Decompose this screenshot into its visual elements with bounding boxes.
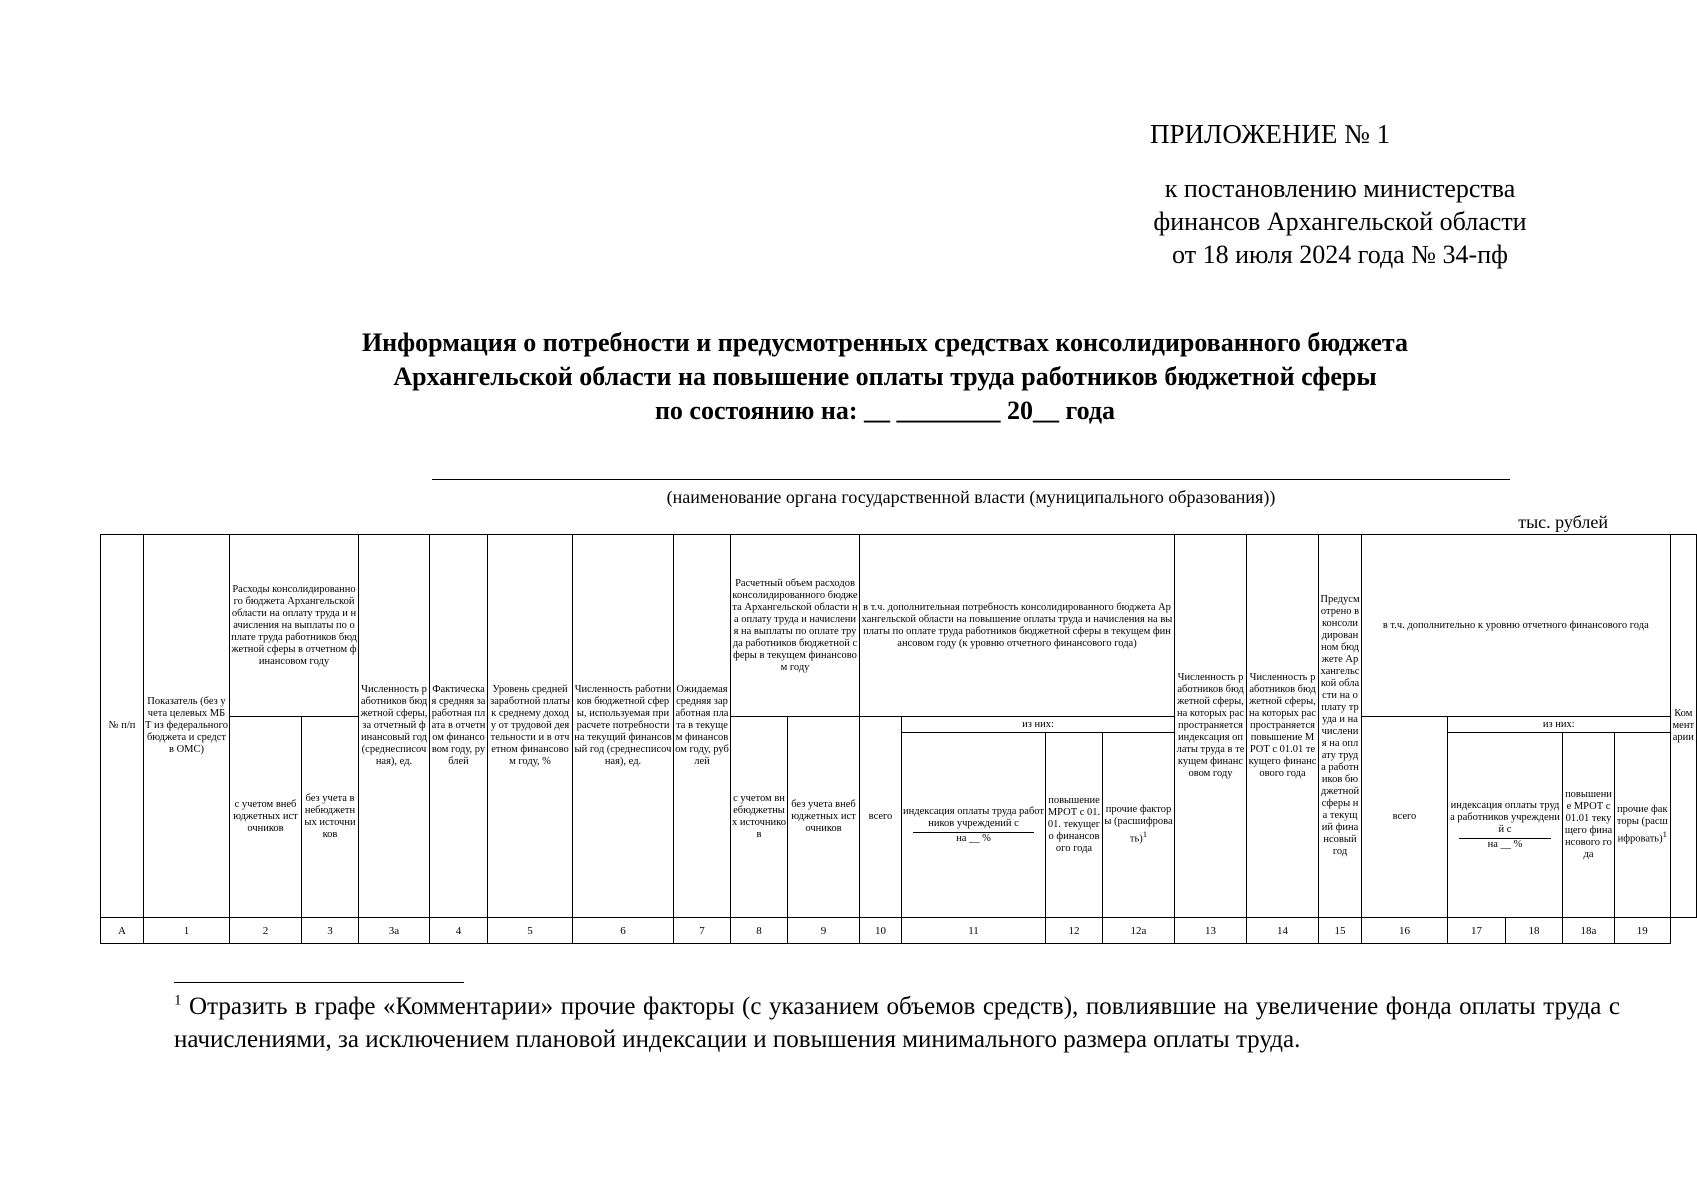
header-of-them-2: из них: bbox=[1448, 717, 1671, 733]
header-with-extrabudgetary: с учетом внебюджетных источников bbox=[230, 717, 302, 918]
appendix-title: ПРИЛОЖЕНИЕ № 1 bbox=[1150, 119, 1391, 149]
header-reporting-expenses: Расходы консолидированного бюджета Архангельской области на оплату труда и начисления на выплаты по оплате труда работников бюджетной сферы в отчетном финансовом году bbox=[230, 535, 359, 717]
column-number: 19 bbox=[1615, 918, 1671, 944]
column-number: 3а bbox=[359, 918, 430, 944]
header-budgeted-funds: Предусмотрено в консолидированном бюджете Архангельской области на оплату труда и начисления на оплату труда работников бюджетной сферы на текущий финансовый год bbox=[1319, 535, 1362, 918]
header-headcount-reporting: Численность работников бюджетной сферы, за отчетный финансовый год (среднесписочная), ед. bbox=[359, 535, 430, 918]
column-number: 6 bbox=[573, 918, 674, 944]
column-number: 18а bbox=[1563, 918, 1615, 944]
header-salary-level: Уровень средней заработной платы к среднему доходу от трудовой деятельности и в отчетном финансовом году, % bbox=[488, 535, 573, 918]
column-number: 17 bbox=[1448, 918, 1506, 944]
resolution-line: от 18 июля 2024 года № 34-пф bbox=[1172, 240, 1508, 269]
header-mrot-increase: повышение МРОТ с 01.01. текущего финансового года bbox=[1046, 733, 1103, 918]
document-title bbox=[200, 326, 1570, 428]
footnote-marker: 1 bbox=[174, 992, 182, 1009]
header-additional-need: в т.ч. дополнительная потребность консолидированного бюджета Архангельской области на повышение оплаты труда и начисления на выплаты по оплате труда работников бюджетной сферы в текущем финансовом году (к уровню отчетного финансового года) bbox=[860, 535, 1175, 717]
header-indicator: Показатель (без учета целевых МБТ из федерального бюджета и средств ОМС) bbox=[144, 535, 230, 918]
column-number: 12а bbox=[1103, 918, 1175, 944]
column-number: 11 bbox=[902, 918, 1046, 944]
header-total: всего bbox=[860, 717, 902, 918]
footnote bbox=[174, 990, 1620, 1056]
org-name-caption: (наименование органа государственной власти (муниципального образования)) bbox=[666, 487, 1276, 507]
column-number: 5 bbox=[488, 918, 573, 944]
column-number: 10 bbox=[860, 918, 902, 944]
title-line: Информация о потребности и предусмотренных средствах консолидированного бюджета bbox=[361, 328, 1409, 357]
resolution-line: к постановлению министерства bbox=[1164, 174, 1516, 203]
header-other-factors bbox=[1103, 733, 1175, 918]
column-number: 15 bbox=[1319, 918, 1362, 944]
header-headcount-mrot: Численность работников бюджетной сферы, на которых распространяется повышение МРОТ с 01.01 текущего финансового года bbox=[1247, 535, 1319, 918]
indexation-rate: на __ % bbox=[913, 832, 1034, 845]
column-number: 18 bbox=[1506, 918, 1563, 944]
column-number: 13 bbox=[1175, 918, 1247, 944]
header-headcount-current: Численность работников бюджетной сферы, используемая при расчете потребности на текущий финансовый год (среднесписочная), ед. bbox=[573, 535, 674, 918]
indexation-rate: на __ % bbox=[1459, 838, 1551, 851]
column-number: 9 bbox=[788, 918, 860, 944]
footnote-ref: 1 bbox=[1662, 829, 1667, 840]
resolution-line: финансов Архангельской области bbox=[1153, 207, 1527, 236]
column-number: 1 bbox=[144, 918, 230, 944]
indexation-label: индексация оплаты труда работников учреждений с bbox=[903, 805, 1044, 829]
column-number: А bbox=[101, 918, 144, 944]
column-number-row bbox=[101, 918, 1697, 944]
title-line: Архангельской области на повышение оплаты труда работников бюджетной сферы bbox=[393, 362, 1377, 391]
other-factors-label: прочие факторы (расшифровать) bbox=[1104, 804, 1173, 845]
resolution-reference bbox=[1100, 172, 1580, 271]
header-other-factors-2 bbox=[1615, 733, 1671, 918]
column-number: 2 bbox=[230, 918, 302, 944]
header-row-number: № п/п bbox=[101, 535, 144, 918]
header-expected-salary: Ожидаемая средняя заработная плата в текущем финансовом году, рублей bbox=[674, 535, 731, 918]
header-headcount-indexation: Численность работников бюджетной сферы, на которых распространяется индексация оплаты труда в текущем финансовом году bbox=[1175, 535, 1247, 918]
header-calc-with-extrabudgetary: с учетом внебюджетных источников bbox=[731, 717, 788, 918]
column-number: 12 bbox=[1046, 918, 1103, 944]
column-number: 16 bbox=[1362, 918, 1448, 944]
header-comments: Комментарии bbox=[1670, 535, 1696, 918]
header-mrot-increase-2: повышение МРОТ с 01.01 текущего финансового года bbox=[1563, 733, 1615, 918]
header-of-them: из них: bbox=[902, 717, 1175, 733]
indexation-label: индексация оплаты труда работников учреждений с bbox=[1450, 799, 1560, 835]
header-additional-to-reporting: в т.ч. дополнительно к уровню отчетного финансового года bbox=[1362, 535, 1671, 717]
header-actual-salary: Фактическая средняя заработная плата в отчетном финансовом году, рублей bbox=[430, 535, 488, 918]
header-indexation-2 bbox=[1448, 733, 1563, 918]
title-line: по состоянию на: __ ________ 20__ года bbox=[654, 396, 1116, 425]
column-number: 8 bbox=[731, 918, 788, 944]
units-label: тыс. рублей bbox=[1518, 512, 1608, 532]
header-calc-without-extrabudgetary: без учета внебюджетных источников bbox=[788, 717, 860, 918]
header-without-extrabudgetary: без учета внебюджетных источников bbox=[302, 717, 359, 918]
footnote-text: Отразить в графе «Комментарии» прочие факторы (с указанием объемов средств), повлиявшие на увеличение фонда оплаты труда с начислениями, за исключением плановой индексации и повышения минимального размера оплаты труда. bbox=[174, 993, 1620, 1053]
other-factors-label: прочие факторы (расшифровать) bbox=[1616, 804, 1668, 845]
header-total-2: всего bbox=[1362, 717, 1448, 918]
header-indexation bbox=[902, 733, 1046, 918]
header-calculated-volume: Расчетный объем расходов консолидированного бюджета Архангельской области на оплату труда и начисления на выплаты по оплате труда работников бюджетной сферы в текущем финансовом году bbox=[731, 535, 860, 717]
footnote-separator bbox=[174, 982, 464, 983]
footnote-ref: 1 bbox=[1142, 829, 1148, 840]
org-name-fill-line bbox=[432, 479, 1510, 480]
column-number: 3 bbox=[302, 918, 359, 944]
column-number: 7 bbox=[674, 918, 731, 944]
budget-table bbox=[100, 534, 1697, 944]
column-number: 4 bbox=[430, 918, 488, 944]
column-number: 14 bbox=[1247, 918, 1319, 944]
